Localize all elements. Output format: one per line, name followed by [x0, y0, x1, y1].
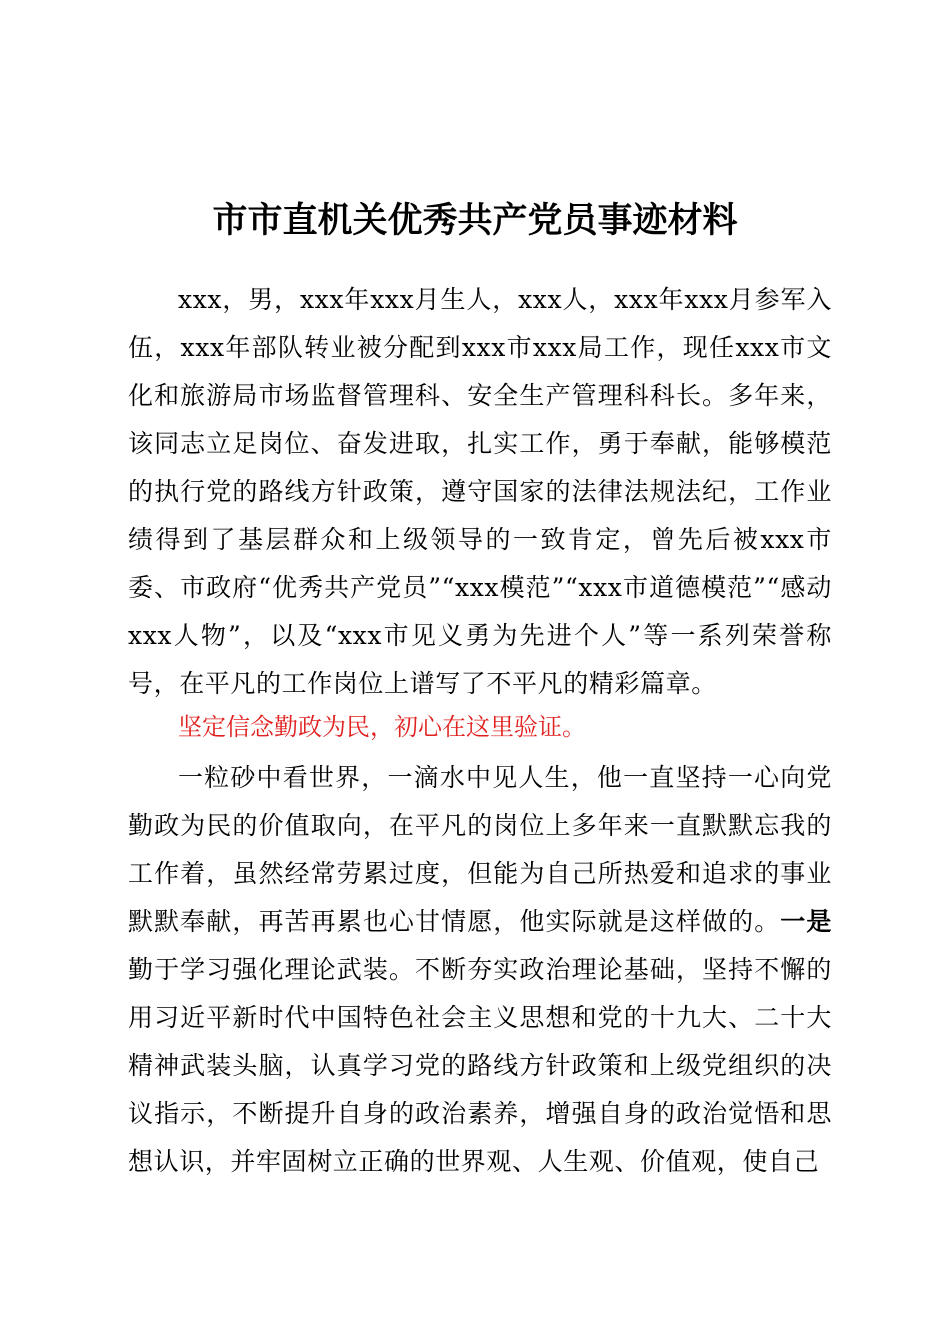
intro-paragraph: xxx，男，xxx年xxx月生人，xxx人，xxx年xxx月参军入伍，xxx年部队转业被分配到xxx市xxx局工作，现任xxx市文化和旅游局市场监督管理科、安全生产管理科科长。多年来，该同志立足岗位、奋发进取，扎实工作，勇于奉献，能够模范的执行党的路线方针政策，遵守国家的法律法规法纪，工作业绩得到了基层群众和上级领导的一致肯定，曾先后被xxx市委、市政府“优秀共产党员”“xxx模范”“xxx市道德模范”“感动xxx人物”，以及“xxx市见义勇为先进个人”等一系列荣誉称号，在平凡的工作岗位上谱写了不平凡的精彩篇章。 [128, 285, 832, 698]
document-title: 市市直机关优秀共产党员事迹材料 [212, 200, 738, 241]
body-paragraph [128, 754, 832, 1186]
body-paragraph-text-1: 一粒砂中看世界，一滴水中见人生，他一直坚持一心向党勤政为民的价值取向，在平凡的岗位上多年来一直默默忘我的工作着，虽然经常劳累过度，但能为自己所热爱和追求的事业默默奉献，再苦再累也心甘情愿，他实际就是这样做的。 [128, 763, 832, 936]
body-paragraph-text-2: 勤于学习强化理论武装。不断夯实政治理论基础，坚持不懈的用习近平新时代中国特色社会主义思想和党的十九大、二十大精神武装头脑，认真学习党的路线方针政策和上级党组织的决议指示，不断提升自身的政治素养，增强自身的政治觉悟和思想认识，并牢固树立正确的世界观、人生观、价值观，使自己 [128, 955, 832, 1176]
section-heading: 坚定信念勤政为民，初心在这里验证。 [178, 713, 586, 741]
body-paragraph-bold-marker: 一是 [780, 907, 832, 936]
